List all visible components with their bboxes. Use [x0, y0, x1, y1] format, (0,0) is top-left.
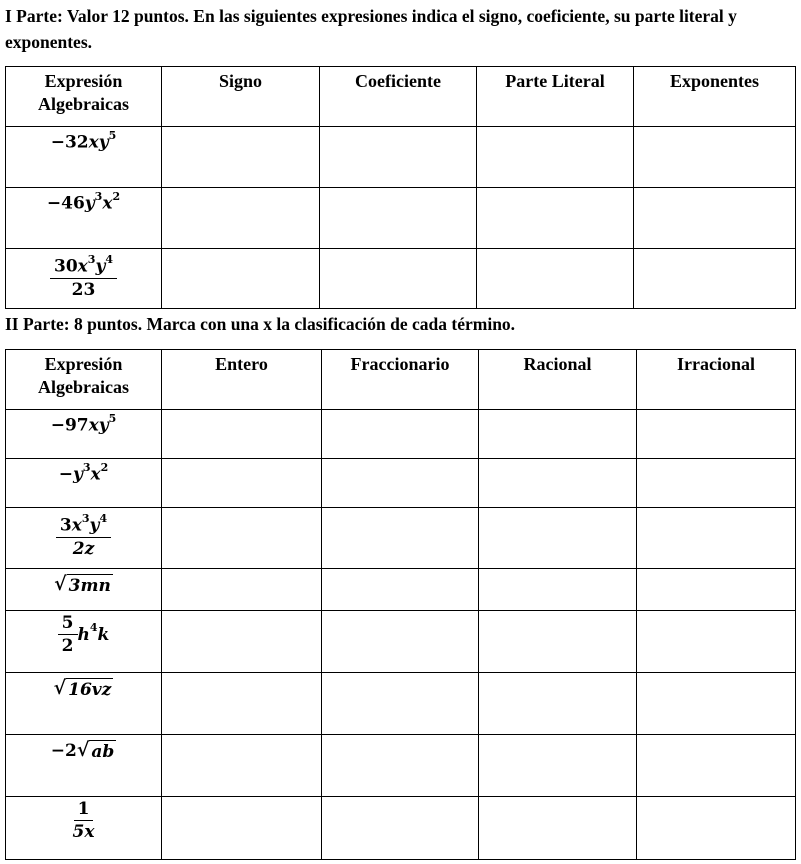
answer-cell[interactable]	[477, 188, 634, 249]
checkbox-cell[interactable]	[322, 508, 479, 569]
answer-cell[interactable]	[634, 127, 796, 188]
table-row	[6, 249, 796, 309]
part1-instruction: I Parte: Valor 12 puntos. En las siguientes expresiones indica el signo, coeficiente, su parte literal y exponentes.	[5, 6, 737, 52]
header-parte-literal: Parte Literal	[477, 67, 634, 127]
table-row	[6, 611, 796, 673]
checkbox-cell[interactable]	[479, 611, 637, 673]
table-row	[6, 410, 796, 459]
answer-cell[interactable]	[162, 127, 320, 188]
header-irracional: Irracional	[637, 350, 796, 410]
header-signo: Signo	[162, 67, 320, 127]
checkbox-cell[interactable]	[637, 797, 796, 860]
checkbox-cell[interactable]	[322, 673, 479, 735]
checkbox-cell[interactable]	[479, 508, 637, 569]
table-row	[6, 735, 796, 797]
answer-cell[interactable]	[162, 249, 320, 309]
expression-cell: $-46y^3x^2$	[6, 188, 162, 249]
checkbox-cell[interactable]	[322, 410, 479, 459]
part1-table	[5, 66, 796, 309]
fraction: $\frac{1}{5x}$	[72, 799, 95, 842]
table-row	[6, 508, 796, 569]
checkbox-cell[interactable]	[637, 459, 796, 508]
expression-cell	[6, 673, 162, 735]
fraction: $\frac{5}{2}$	[58, 613, 78, 658]
checkbox-cell[interactable]	[479, 797, 637, 860]
square-root: √ ab	[76, 739, 115, 762]
checkbox-cell[interactable]	[162, 673, 322, 735]
part2-table	[5, 349, 796, 860]
checkbox-cell[interactable]	[637, 611, 796, 673]
fraction: $\frac{30x^3y^4}{23}$	[50, 251, 117, 302]
expression-cell: $\frac{5}{2}$ $h^4k$	[6, 611, 162, 673]
header-racional: Racional	[479, 350, 637, 410]
part2-instruction: II Parte: 8 puntos. Marca con una x la clasificación de cada término.	[5, 314, 516, 334]
checkbox-cell[interactable]	[162, 735, 322, 797]
checkbox-cell[interactable]	[637, 735, 796, 797]
table-row	[6, 673, 796, 735]
answer-cell[interactable]	[634, 249, 796, 309]
expression-cell: $-y^3x^2$	[6, 459, 162, 508]
checkbox-cell[interactable]	[162, 459, 322, 508]
checkbox-cell[interactable]	[479, 459, 637, 508]
checkbox-cell[interactable]	[322, 569, 479, 611]
table-row	[6, 569, 796, 611]
table-row	[6, 459, 796, 508]
checkbox-cell[interactable]	[162, 569, 322, 611]
table-header-row	[6, 350, 796, 410]
checkbox-cell[interactable]	[322, 459, 479, 508]
header-expresion: Expresión Algebraicas	[6, 350, 162, 410]
table-row	[6, 188, 796, 249]
answer-cell[interactable]	[320, 249, 477, 309]
table-row	[6, 127, 796, 188]
header-expresion: Expresión Algebraicas	[6, 67, 162, 127]
answer-cell[interactable]	[477, 249, 634, 309]
checkbox-cell[interactable]	[162, 797, 322, 860]
answer-cell[interactable]	[477, 127, 634, 188]
square-root: √ 3mn	[54, 573, 111, 596]
checkbox-cell[interactable]	[322, 611, 479, 673]
expression-cell: $-32xy^5$	[6, 127, 162, 188]
checkbox-cell[interactable]	[637, 410, 796, 459]
expression-cell: −2 √ ab	[6, 735, 162, 797]
checkbox-cell[interactable]	[162, 508, 322, 569]
expression-cell	[6, 508, 162, 569]
header-exponentes: Exponentes	[634, 67, 796, 127]
answer-cell[interactable]	[634, 188, 796, 249]
checkbox-cell[interactable]	[479, 410, 637, 459]
header-coeficiente: Coeficiente	[320, 67, 477, 127]
checkbox-cell[interactable]	[162, 611, 322, 673]
checkbox-cell[interactable]	[162, 410, 322, 459]
checkbox-cell[interactable]	[479, 569, 637, 611]
header-fraccionario: Fraccionario	[322, 350, 479, 410]
expression-cell	[6, 249, 162, 309]
answer-cell[interactable]	[320, 188, 477, 249]
answer-cell[interactable]	[320, 127, 477, 188]
checkbox-cell[interactable]	[637, 673, 796, 735]
checkbox-cell[interactable]	[479, 673, 637, 735]
answer-cell[interactable]	[162, 188, 320, 249]
expression-cell	[6, 797, 162, 860]
header-entero: Entero	[162, 350, 322, 410]
table-row	[6, 797, 796, 860]
checkbox-cell[interactable]	[637, 508, 796, 569]
fraction: $\frac{3x^3y^4}{2z}$	[56, 510, 111, 561]
square-root: √ 16vz	[53, 677, 112, 700]
checkbox-cell[interactable]	[322, 735, 479, 797]
expression-cell: $-97xy^5$	[6, 410, 162, 459]
table-header-row	[6, 67, 796, 127]
checkbox-cell[interactable]	[322, 797, 479, 860]
expression-cell	[6, 569, 162, 611]
checkbox-cell[interactable]	[637, 569, 796, 611]
checkbox-cell[interactable]	[479, 735, 637, 797]
